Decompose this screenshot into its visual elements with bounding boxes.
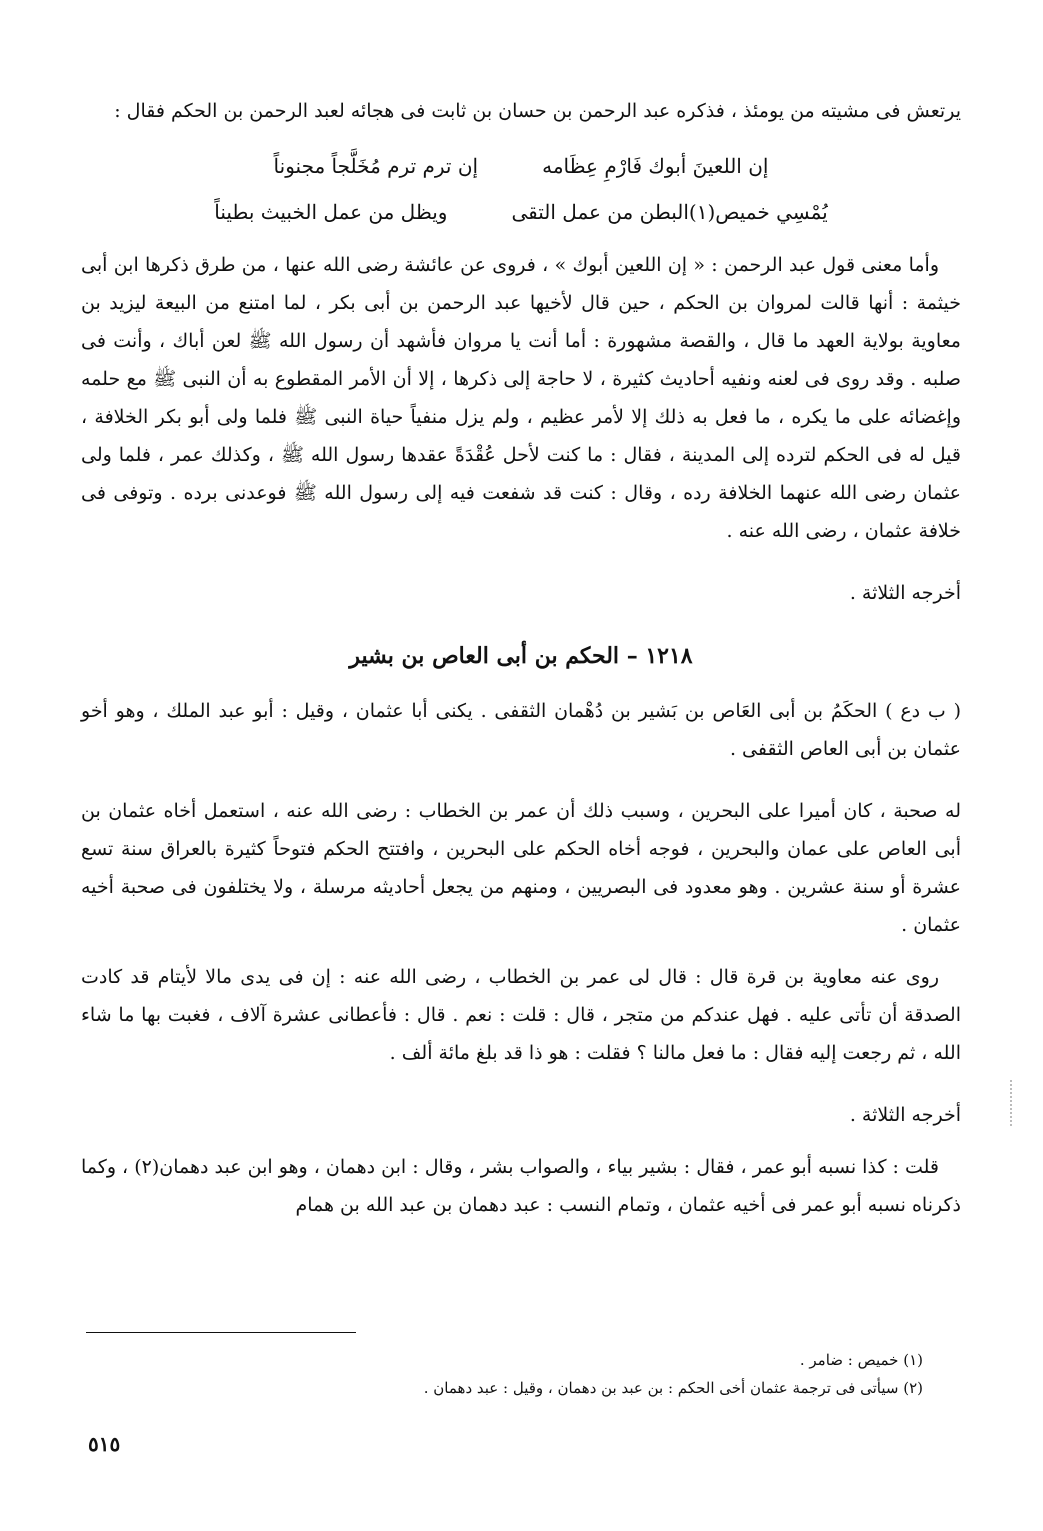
footnote-2: (٢) سيأتى فى ترجمة عثمان أخى الحكم : بن عبد بن دهمان ، وقيل : عبد دهمان . (423, 1379, 923, 1397)
companionship-paragraph: له صحبة ، كان أميرا على البحرين ، وسبب ذلك أن عمر بن الخطاب : رضى الله عنه ، استعمل أخاه عثمان بن أبى العاص على عمان والبحرين ، فوجه أخاه الحكم على البحرين ، وافتتح الحكم فتوحاً كثيرة بالعراق سنة تسع عشرة أو سنة عشرين . وهو معدود فى البصريين ، ومنهم من يجعل أحاديثه مرسلة ، ولا يختلفون فى صحبة أخيه عثمان . (81, 800, 962, 936)
extraction-note: أخرجه الثلاثة . (849, 582, 961, 604)
scan-artifact (1010, 1080, 1015, 1126)
verse-hemistich: إن اللعينَ أبوك فَارْمِ عِظَامه (542, 154, 769, 178)
verse-hemistich: يُمْسِي خميص(١)البطن من عمل التقى (511, 200, 828, 224)
verse-hemistich: ويظل من عمل الخبيث بطيناً (214, 200, 448, 224)
verse-line-2 (81, 192, 961, 232)
verse-line-1 (81, 146, 961, 186)
footnote-1: (١) خميص : ضامر . (799, 1351, 923, 1369)
extraction-note: أخرجه الثلاثة . (849, 1104, 961, 1126)
commentary-paragraph: قلت : كذا نسبه أبو عمر ، فقال : بشير بياء ، والصواب بشر ، وقال : ابن دهمان ، وهو ابن عبد دهمان(٢) ، وكما ذكرناه نسبه أبو عمر فى أخيه عثمان ، وتمام النسب : عبد دهمان بن عبد الله بن همام (81, 1156, 961, 1216)
page-number: ٥١٥ (88, 1432, 121, 1456)
narration-paragraph: روى عنه معاوية بن قرة قال : قال لى عمر بن الخطاب ، رضى الله عنه : إن فى يدى مالا لأيتام قد كادت الصدقة أن تأتى عليه . فهل عندكم من متجر ، قال : قلت : نعم . قال : فأعطانى عشرة آلاف ، فغبت بها ما شاء الله ، ثم رجعت إليه فقال : ما فعل مالنا ؟ فقلت : هو ذا قد بلغ مائة ألف . (81, 966, 961, 1064)
footnote-divider (86, 1332, 356, 1333)
verse-hemistich: إن ترم ترم مُخَلَّجاً مجنوناً (273, 154, 479, 178)
main-text (81, 92, 961, 1224)
footnotes (143, 1346, 923, 1402)
intro-paragraph: يرتعش فى مشيته من يومئذ ، فذكره عبد الرحمن بن حسان بن ثابت فى هجائه لعبد الرحمن بن الحكم فقال : (114, 100, 961, 122)
meaning-paragraph: وأما معنى قول عبد الرحمن : « إن اللعين أبوك » ، فروى عن عائشة رضى الله عنها ، من طرق ذكرها ابن أبى خيثمة : أنها قالت لمروان بن الحكم ، حين قال لأخيها عبد الرحمن بن أبى بكر ، لما امتنع من البيعة ليزيد بن معاوية بولاية العهد ما قال ، والقصة مشهورة : أما أنت يا مروان فأشهد أن رسول الله ﷺ لعن أباك ، وأنت فى صلبه . وقد روى فى لعنه ونفيه أحاديث كثيرة ، لا حاجة إلى ذكرها ، إلا أن الأمر المقطوع به أن النبى ﷺ مع حلمه وإغضائه على ما يكره ، ما فعل به ذلك إلا لأمر عظيم ، ولم يزل منفياً حياة النبى ﷺ فلما ولى أبو بكر الخلافة ، قيل له فى الحكم لترده إلى المدينة ، فقال : ما كنت لأحل عُقْدَةً عقدها رسول الله ﷺ ، وكذلك عمر ، فلما ولى عثمان رضى الله عنهما الخلافة رده ، وقال : كنت قد شفعت فيه إلى رسول الله ﷺ فوعدنى برده . وتوفى فى خلافة عثمان ، رضى الله عنه . (81, 254, 961, 542)
entry-heading: ١٢١٨ – الحكم بن أبى العاص بن بشير (349, 643, 693, 669)
biography-paragraph: ( ب دع ) الحكَمُ بن أبى العَاص بن بَشير بن دُهْمان الثقفى . يكنى أبا عثمان ، وقيل : أبو عبد الملك ، وهو أخو عثمان بن أبى العاص الثقفى . (81, 700, 961, 760)
